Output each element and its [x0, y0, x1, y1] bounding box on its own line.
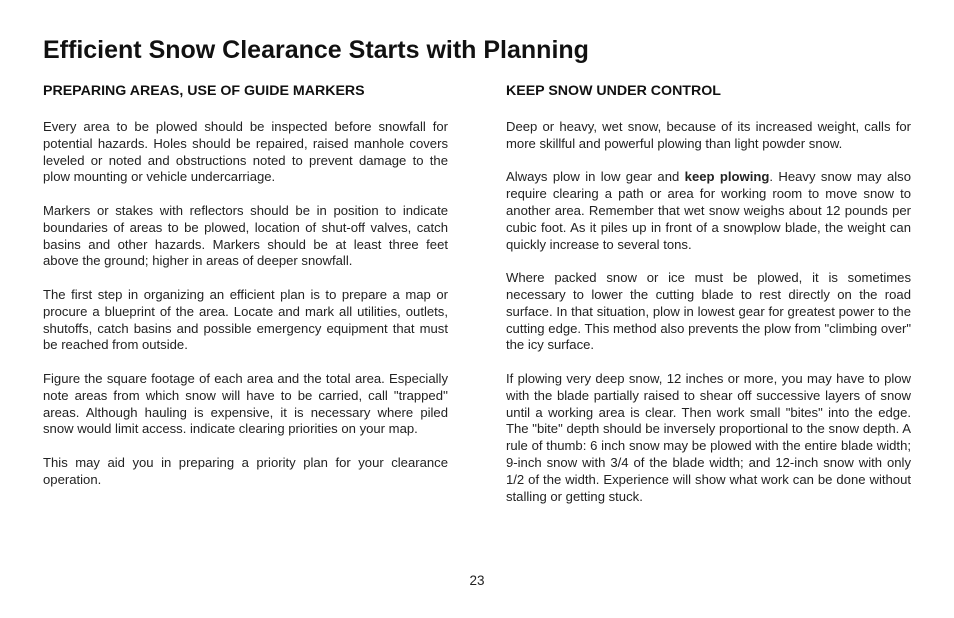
paragraph-low-gear — [506, 169, 911, 253]
left-column — [43, 82, 448, 505]
paragraph-inspection: Every area to be plowed should be inspected before snowfall for potential hazards. Holes should be repaired, raised manhole covers leveled or noted and obstructions noted to prevent damage to the plow mounting or vehicle undercarriage. — [43, 119, 448, 185]
low-gear-text-start: Always plow in low gear and — [506, 169, 685, 185]
page-number: 23 — [469, 573, 485, 588]
paragraph-square-footage: Figure the square footage of each area and the total area. Especially note areas from which snow will have to be carried, call "trapped'' areas. Although hauling is expensive, it is necessary where piled snow would limit access. indicate clearing priorities on your map. — [43, 370, 448, 437]
right-column — [506, 82, 911, 522]
paragraph-packed-snow: Where packed snow or ice must be plowed, it is sometimes necessary to lower the cutting blade to rest directly on the road surface. In that situation, plow in lowest gear for greatest power to the cutting edge. This method also prevents the plow from "climbing over" the icy surface. — [506, 270, 911, 353]
keep-plowing-emphasis: keep plowing — [684, 169, 770, 185]
section-heading-snow-control: KEEP SNOW UNDER CONTROL — [506, 83, 721, 99]
low-gear-text-end: . Heavy snow may also require clearing a path or area for working room to move snow to another area. Remember that wet snow weighs about 12 pounds per cubic foot. As it piles up in front of a snowplow blade, the weight can quickly increase to several tons. — [506, 169, 912, 252]
paragraph-priority-plan: This may aid you in preparing a priority plan for your clearance operation. — [43, 454, 448, 487]
paragraph-deep-snow: If plowing very deep snow, 12 inches or more, you may have to plow with the blade partially raised to shear off successive layers of snow until a working area is clear. Then work small "bites" into the edge. The "bite" depth should be inversely proportional to the snow depth. A rule of thumb: 6 inch snow may be plowed with the entire blade width; 9-inch snow with 3/4 of the blade width; and 12-inch snow with only 1/2 of the width. Experience will show what work can be done without stalling or getting stuck. — [506, 370, 911, 504]
paragraph-heavy-snow: Deep or heavy, wet snow, because of its increased weight, calls for more skillful and powerful plowing than light powder snow. — [506, 119, 911, 151]
paragraph-map: The first step in organizing an efficient plan is to prepare a map or procure a blueprint of the area. Locate and mark all utilities, outlets, shutoffs, catch basins and possible emergency equipment that must be reached from outside. — [43, 286, 448, 353]
section-heading-guide-markers: PREPARING AREAS, USE OF GUIDE MARKERS — [43, 83, 365, 99]
paragraph-markers: Markers or stakes with reflectors should be in position to indicate boundaries of areas to be plowed, location of shut-off valves, catch basins and other hazards. Markers should be at least three feet above the ground; higher in areas of deeper snowfall. — [43, 202, 448, 269]
page-title: Efficient Snow Clearance Starts with Planning — [43, 36, 589, 64]
